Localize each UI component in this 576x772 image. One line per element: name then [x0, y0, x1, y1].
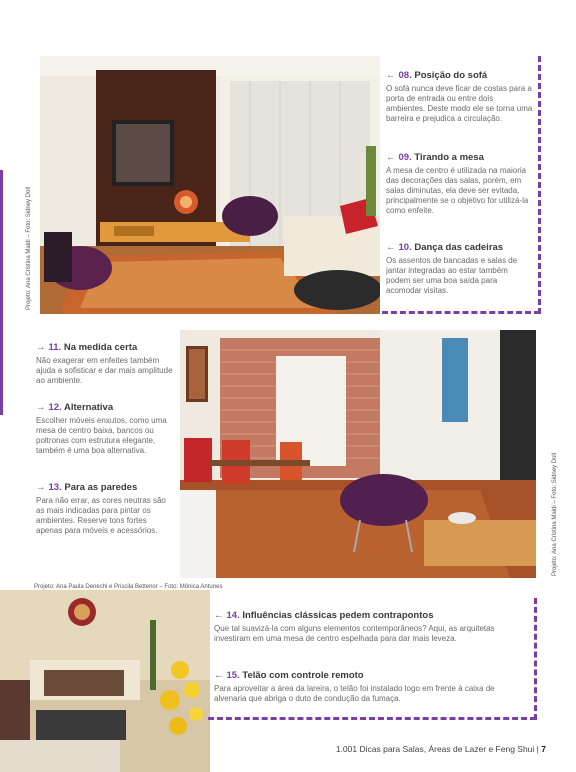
tip-body: Para não errar, as cores neutras são as mais indicadas para pintar os ambientes. Reserve tons fortes apenas para móveis e acessórios. — [36, 496, 166, 535]
tip-body: Escolher móveis enxutos, como uma mesa de centro baixa, bancos ou poltronas com estrutura elegante, também é uma boa alternativa. — [36, 416, 167, 455]
fireplace-room-photo — [0, 590, 210, 772]
tip-15 — [214, 670, 526, 704]
arrow-right-icon: → — [36, 342, 46, 353]
tip-number: 14. — [226, 610, 240, 621]
dashed-border-right — [534, 598, 537, 720]
tip-body: O sofá nunca deve ficar de costas para a porta de entrada ou entre dois ambientes. Deste modo ele se torna uma barreira e prejudica a circulação. — [386, 84, 533, 123]
tip-number: 09. — [398, 152, 412, 163]
photo1-credit: Projeto: Ana Cristina Maldi – Foto: Sidney Doll — [26, 186, 32, 310]
tips-box-top — [382, 56, 542, 314]
tip-title: Dança das cadeiras — [414, 242, 504, 253]
tip-number: 15. — [226, 670, 240, 681]
tips-box-middle — [36, 330, 176, 575]
tip-number: 11. — [48, 342, 62, 353]
arrow-right-icon: → — [36, 482, 46, 493]
dashed-border-bottom — [382, 311, 540, 314]
page-edge-line — [0, 170, 3, 415]
tip-14 — [214, 610, 526, 644]
dashed-border-right — [538, 56, 541, 314]
arrow-left-icon: ← — [386, 70, 396, 81]
tip-body: Que tal suavizá-la com alguns elementos contemporâneos? Aqui, as arquitetas investiram em uma mesa de centro espelhada para dar mais leveza. — [214, 624, 495, 643]
tip-body: Os assentos de bancadas e salas de jantar integradas ao estar também podem ser uma boa saída para acomodar visitas. — [386, 256, 518, 295]
tip-number: 10. — [398, 242, 412, 253]
tips-box-bottom — [208, 598, 538, 720]
arrow-left-icon: ← — [214, 670, 224, 681]
page-footer — [336, 744, 546, 754]
page-number: 7 — [541, 744, 546, 754]
footer-title: 1.001 Dicas para Salas, Áreas de Lazer e Feng Shui — [335, 744, 535, 754]
arrow-left-icon: ← — [386, 152, 396, 163]
photo2-credit: Projeto: Ana Cristina Maldi – Foto: Sidney Doll — [552, 452, 558, 576]
living-room-photo — [40, 56, 380, 314]
tip-body: Para aproveitar a área da lareira, o telão foi instalado logo em frente à caixa de alvenaria que abriga o duto de condução da fumaça. — [214, 684, 495, 703]
tip-10 — [386, 242, 534, 296]
tip-13 — [36, 482, 174, 536]
tip-body: Não exagerar em enfeites também ajuda a sofisticar e dar mais amplitude ao ambiente. — [36, 356, 173, 385]
tip-title: Alternativa — [64, 402, 114, 413]
dining-room-photo — [180, 330, 536, 578]
tip-08 — [386, 70, 534, 124]
dashed-border-bottom — [208, 717, 536, 720]
tip-11 — [36, 342, 174, 386]
tip-number: 08. — [398, 70, 412, 81]
tip-title: Influências clássicas pedem contrapontos — [242, 610, 434, 621]
tip-12 — [36, 402, 174, 456]
footer-separator: | — [536, 744, 539, 754]
arrow-left-icon: ← — [386, 242, 396, 253]
tip-number: 13. — [48, 482, 62, 493]
tip-number: 12. — [48, 402, 62, 413]
tip-title: Para as paredes — [64, 482, 138, 493]
arrow-left-icon: ← — [214, 610, 224, 621]
tip-title: Na medida certa — [63, 342, 138, 353]
tip-title: Telão com controle remoto — [242, 670, 364, 681]
photo3-credit: Projeto: Ana Paula Denechi e Priscila Bettenor – Foto: Mônica Antunes — [34, 584, 223, 590]
tip-09 — [386, 152, 534, 216]
tip-body: A mesa de centro é utilizada na maioria das decorações das salas, porém, em salas diminutas, ela deve ser evitada, principalmente se o objetivo for utilizá-la como enfeite. — [386, 166, 529, 215]
arrow-right-icon: → — [36, 402, 46, 413]
tip-title: Tirando a mesa — [414, 152, 484, 163]
tip-title: Posição do sofá — [414, 70, 488, 81]
